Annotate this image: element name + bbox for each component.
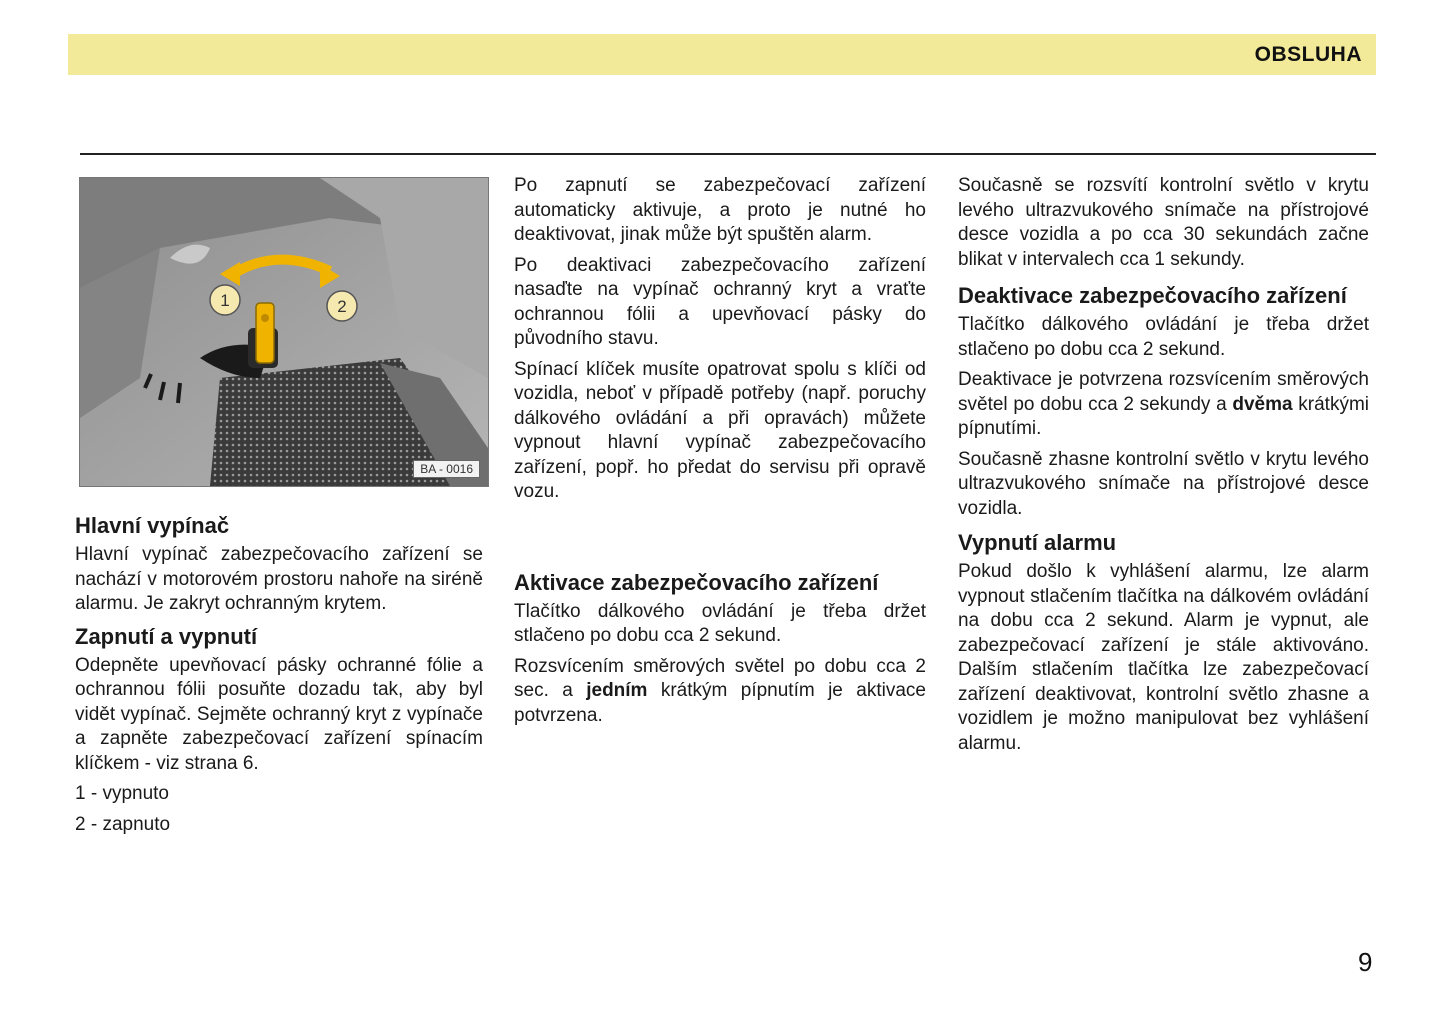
paragraph: Odepněte upevňovací pásky ochranné fólie a ochrannou fólii posuňte dozadu tak, aby byl vidět vypínač. Sejměte ochranný kryt z vypínače a zapněte zabezpečovací zařízení spínacím klíčkem - viz strana 6. <box>75 654 483 774</box>
spacer <box>514 511 926 569</box>
text-run: Rozsvícením směrových světel po dobu cca 2 sec. a <box>514 655 926 701</box>
emphasis-dvema: dvěma <box>1232 393 1293 415</box>
heading-zapnuti-vypnuti: Zapnutí a vypnutí <box>75 623 258 649</box>
heading-vypnuti-alarmu: Vypnutí alarmu <box>958 530 1117 555</box>
page-number: 9 <box>1358 947 1373 977</box>
paragraph: Po zapnutí se zabezpečovací zařízení automaticky aktivuje, a proto je nutné ho deaktivovat, jinak může být spuštěn alarm. <box>514 175 926 245</box>
callout-2: 2 <box>337 297 347 316</box>
paragraph: Tlačítko dálkového ovládání je třeba držet stlačeno po dobu cca 2 sekund. <box>958 314 1369 360</box>
figure-alarm-switch <box>79 177 489 487</box>
paragraph: Současně se rozsvítí kontrolní světlo v krytu levého ultrazvukového snímače na přístrojové desce vozidla a po cca 30 sekundách začne blikat v intervalech cca 1 sekundy. <box>958 175 1369 270</box>
paragraph <box>514 655 926 729</box>
list-item: 2 - zapnuto <box>75 813 171 835</box>
emphasis-jednim: jedním <box>586 680 648 701</box>
text-run: krátkými pípnutími. <box>958 393 1369 439</box>
text-run: Deaktivace je potvrzena rozsvícením směrových světel po dobu cca 2 sekundy a <box>958 369 1369 415</box>
heading-aktivace: Aktivace zabezpečovacího zařízení <box>514 569 879 595</box>
paragraph: Současně zhasne kontrolní světlo v krytu levého ultrazvukového snímače na přístrojové desce vozidla. <box>958 448 1369 519</box>
heading-deaktivace: Deaktivace zabezpečovacího zařízení <box>958 283 1347 308</box>
column-1 <box>75 512 483 843</box>
list-item: 1 - vypnuto <box>75 783 169 804</box>
paragraph: Spínací klíček musíte opatrovat spolu s klíči od vozidla, neboť v případě potřeby (např. poruchy dálkového ovládání a při opravách) můžete vypnout hlavní vypínač zabezpečovacího zařízení, popř. ho předat do servisu při opravě vozu. <box>514 358 926 502</box>
header-bar <box>68 34 1376 75</box>
column-3 <box>958 174 1369 762</box>
text-run: krátkým pípnutím je aktivace potvrzena. <box>514 680 926 726</box>
paragraph: Pokud došlo k vyhlášení alarmu, lze alarm vypnout stlačením tlačítka na dálkovém ovládání na dobu cca 2 sekund. Alarm je vypnut, ale zabezpečovací zařízení je stále aktivováno. Dalším stlačením tlačítka lze zabezpečovací zařízení deaktivovat, kontrolní světlo zhasne a vozidlem je možno manipulovat bez vyhlášení alarmu. <box>958 561 1369 754</box>
heading-hlavni-vypinac: Hlavní vypínač <box>75 513 230 538</box>
section-label: OBSLUHA <box>1254 43 1362 66</box>
paragraph <box>958 368 1369 442</box>
horizontal-rule <box>80 153 1376 155</box>
callout-1: 1 <box>220 291 230 310</box>
paragraph: Po deaktivaci zabezpečovacího zařízení nasaďte na vypínač ochranný kryt a vraťte ochrannou fólii a upevňovací pásky do původního stavu. <box>514 254 926 349</box>
paragraph: Tlačítko dálkového ovládání je třeba držet stlačeno po dobu cca 2 sekund. <box>514 600 926 646</box>
figure-code: BA - 0016 <box>413 460 480 478</box>
alarm-main-switch-illustration-icon <box>80 178 488 486</box>
column-2 <box>514 174 926 734</box>
paragraph: Hlavní vypínač zabezpečovacího zařízení se nachází v motorovém prostoru nahoře na siréně alarmu. Je zakryt ochranným krytem. <box>75 544 483 614</box>
